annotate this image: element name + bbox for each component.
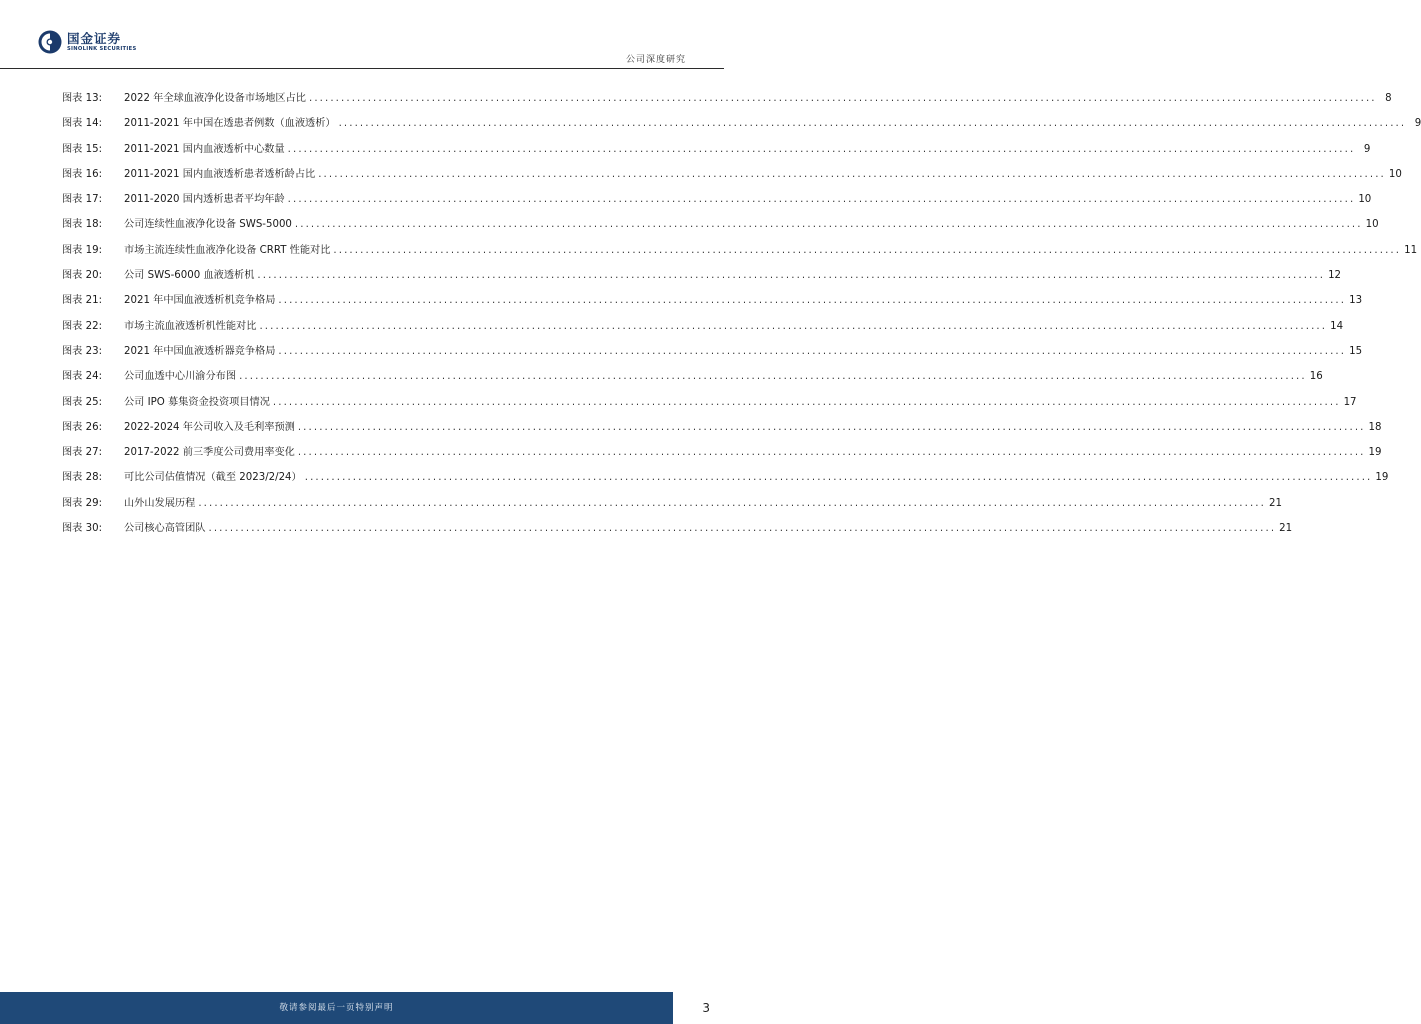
- toc-entry[interactable]: [62, 497, 1282, 522]
- toc-entry-title: 2022 年全球血液净化设备市场地区占比: [124, 93, 306, 104]
- toc-entry-title: 公司 SWS-6000 血液透析机: [124, 270, 255, 282]
- toc-dot-leader: ........................................................................................................................................................................................................: [333, 244, 1402, 256]
- toc-entry[interactable]: [62, 446, 1382, 471]
- toc-entry-page: 10: [1358, 194, 1372, 206]
- toc-entry-page: 8: [1385, 93, 1392, 104]
- toc-entry[interactable]: [62, 193, 1372, 218]
- toc-entry[interactable]: [62, 345, 1363, 370]
- toc-entry[interactable]: [62, 421, 1382, 446]
- toc-entry-page: 19: [1368, 447, 1382, 459]
- toc-entry-label: 图表 26:: [62, 421, 103, 433]
- toc-entry-title: 2011-2021 国内血液透析患者透析龄占比: [124, 168, 316, 180]
- toc-entry-title: 2011-2020 国内透析患者平均年龄: [124, 194, 285, 206]
- toc-dot-leader: ........................................................................................................................................................................................................: [208, 523, 1277, 535]
- toc-entry[interactable]: [62, 370, 1323, 395]
- toc-entry-label: 图表 28:: [62, 472, 103, 484]
- toc-entry-page: 18: [1368, 421, 1382, 433]
- footer-disclaimer: 敬请参阅最后一页特别声明: [279, 1003, 394, 1013]
- toc-entry[interactable]: [62, 320, 1344, 345]
- toc-dot-leader: ........................................................................................................................................................................................................: [257, 270, 1326, 282]
- toc-entry-title: 2021 年中国血液透析器竞争格局: [124, 345, 276, 357]
- toc-entry-label: 图表 17:: [62, 194, 103, 206]
- toc-dot-leader: ........................................................................................................................................................................................................: [338, 118, 1407, 130]
- toc-dot-leader: ........................................................................................................................................................................................................: [297, 447, 1366, 459]
- toc-entry-page: 17: [1343, 396, 1357, 408]
- report-type-label: 公司深度研究: [625, 55, 686, 65]
- toc-entry-page: 12: [1328, 270, 1342, 282]
- toc-entry-title: 公司 IPO 募集资金投资项目情况: [124, 396, 270, 408]
- toc-entry-page: 10: [1388, 168, 1402, 180]
- toc-dot-leader: ........................................................................................................................................................................................................: [239, 371, 1307, 383]
- page-footer: [0, 992, 724, 1024]
- toc-entry[interactable]: [62, 143, 1371, 168]
- toc-entry[interactable]: [62, 522, 1293, 547]
- toc-entry[interactable]: [62, 269, 1342, 294]
- toc-entry-label: 图表 19:: [62, 244, 103, 256]
- toc-entry-label: 图表 30:: [62, 523, 103, 535]
- toc-entry-label: 图表 16:: [62, 168, 103, 180]
- toc-dot-leader: ........................................................................................................................................................................................................: [318, 168, 1386, 180]
- toc-entry-title: 2011-2021 年中国在透患者例数（血液透析）: [124, 118, 336, 130]
- toc-entry[interactable]: [62, 244, 1418, 269]
- toc-entry-label: 图表 13:: [62, 93, 103, 104]
- toc-dot-leader: ........................................................................................................................................................................................................: [198, 497, 1266, 509]
- toc-entry-title: 市场主流血液透析机性能对比: [124, 320, 257, 332]
- toc-entry-title: 可比公司估值情况（截至 2023/2/24）: [124, 472, 302, 484]
- page-header: [0, 0, 724, 70]
- toc-entry-title: 2021 年中国血液透析机竞争格局: [124, 295, 276, 307]
- company-logo: [38, 30, 137, 54]
- toc-entry-page: 16: [1309, 371, 1323, 383]
- toc-entry-title: 2011-2021 国内血液透析中心数量: [124, 143, 285, 155]
- toc-entry-page: 21: [1268, 497, 1282, 509]
- toc-entry[interactable]: [62, 396, 1357, 421]
- toc-dot-leader: ........................................................................................................................................................................................................: [297, 421, 1366, 433]
- toc-entry-page: 11: [1404, 244, 1418, 256]
- toc-entry-page: 21: [1279, 523, 1293, 535]
- toc-dot-leader: ........................................................................................................................................................................................................: [287, 143, 1356, 155]
- logo-chinese-name: 国金证券: [67, 30, 122, 46]
- sinolink-logo-icon: [38, 30, 62, 54]
- toc-entry[interactable]: [62, 471, 1389, 496]
- toc-dot-leader: ........................................................................................................................................................................................................: [308, 93, 1377, 104]
- toc-dot-leader: ........................................................................................................................................................................................................: [304, 472, 1373, 484]
- toc-entry-page: 15: [1349, 345, 1363, 357]
- toc-entry-label: 图表 15:: [62, 143, 103, 155]
- header-divider: [0, 68, 724, 69]
- toc-entry[interactable]: [62, 294, 1363, 319]
- toc-entry-page: 9: [1414, 118, 1421, 130]
- figure-index-list: [62, 92, 1421, 547]
- toc-entry-page: 10: [1365, 219, 1379, 231]
- toc-entry-title: 2022-2024 年公司收入及毛利率预测: [124, 421, 295, 433]
- toc-entry-label: 图表 14:: [62, 118, 103, 130]
- toc-entry-label: 图表 27:: [62, 447, 103, 459]
- toc-entry-page: 19: [1375, 472, 1389, 484]
- toc-entry-label: 图表 21:: [62, 295, 103, 307]
- toc-entry-title: 市场主流连续性血液净化设备 CRRT 性能对比: [124, 244, 331, 256]
- toc-dot-leader: ........................................................................................................................................................................................................: [287, 194, 1356, 206]
- toc-entry-page: 14: [1330, 320, 1344, 332]
- toc-dot-leader: ........................................................................................................................................................................................................: [278, 345, 1347, 357]
- toc-entry-label: 图表 20:: [62, 270, 103, 282]
- logo-english-name: SINOLINK SECURITIES: [67, 45, 137, 52]
- page-number: 3: [702, 1001, 710, 1015]
- toc-dot-leader: ........................................................................................................................................................................................................: [272, 396, 1341, 408]
- toc-entry[interactable]: [62, 92, 1392, 117]
- toc-entry-title: 公司连续性血液净化设备 SWS-5000: [124, 219, 292, 231]
- toc-entry-title: 山外山发展历程: [124, 497, 196, 509]
- toc-entry-page: 9: [1363, 143, 1371, 155]
- toc-dot-leader: ........................................................................................................................................................................................................: [294, 219, 1363, 231]
- toc-entry-title: 2017-2022 前三季度公司费用率变化: [124, 447, 295, 459]
- toc-entry-label: 图表 29:: [62, 497, 103, 509]
- toc-entry-page: 13: [1349, 295, 1363, 307]
- toc-entry-title: 公司血透中心川渝分布图: [124, 371, 237, 383]
- toc-dot-leader: ........................................................................................................................................................................................................: [259, 320, 1328, 332]
- toc-entry[interactable]: [62, 117, 1421, 142]
- toc-entry-title: 公司核心高管团队: [124, 523, 206, 535]
- toc-entry-label: 图表 23:: [62, 345, 103, 357]
- toc-entry-label: 图表 25:: [62, 396, 103, 408]
- toc-dot-leader: ........................................................................................................................................................................................................: [278, 295, 1347, 307]
- toc-entry[interactable]: [62, 218, 1379, 243]
- toc-entry-label: 图表 22:: [62, 320, 103, 332]
- toc-entry-label: 图表 24:: [62, 371, 103, 383]
- toc-entry[interactable]: [62, 168, 1402, 193]
- toc-entry-label: 图表 18:: [62, 219, 103, 231]
